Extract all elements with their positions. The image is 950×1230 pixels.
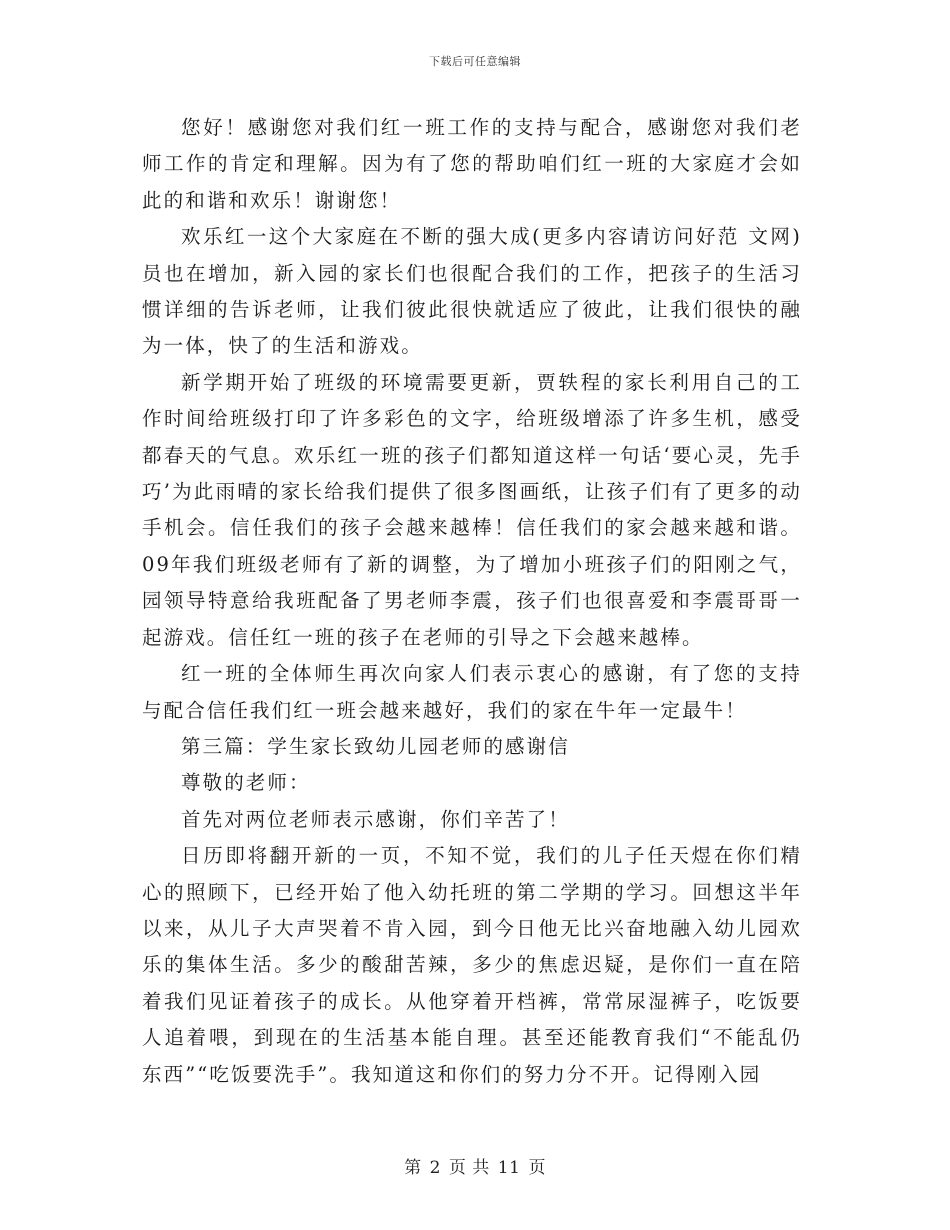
paragraph-calendar-reflection: 日历即将翻开新的一页，不知不觉，我们的儿子任天煜在你们精心的照顾下，已经开始了他入幼托班的第二学期的学习。回想这半年以来，从儿子大声哭着不肯入园，到今日他无比兴奋地融入幼儿园欢乐的集体生活。多少的酸甜苦辣，多少的焦虑迟疑，是你们一直在陪着我们见证着孩子的成长。从他穿着开档裤，常常尿湿裤子，吃饭要人追着喂，到现在的生活基本能自理。甚至还能教育我们“不能乱仍东西”“吃饭要洗手”。我知道这和你们的努力分不开。记得刚入园	[142, 844, 802, 1086]
paragraph-closing-thanks: 红一班的全体师生再次向家人们表示衷心的感谢，有了您的支持与配合信任我们红一班会越来越好，我们的家在牛年一定最牛！	[142, 662, 802, 722]
paragraph-new-semester: 新学期开始了班级的环境需要更新，贾轶程的家长利用自己的工作时间给班级打印了许多彩色的文字，给班级增添了许多生机，感受都春天的气息。欢乐红一班的孩子们都知道这样一句话‘要心灵，先手巧’为此雨晴的家长给我们提供了很多图画纸，让孩子们有了更多的动手机会。信任我们的孩子会越来越棒！信任我们的家会越来越和谐。09年我们班级老师有了新的调整，为了增加小班孩子们的阳刚之气，园领导特意给我班配备了男老师李震，孩子们也很喜爱和李震哥哥一起游戏。信任红一班的孩子在老师的引导之下会越来越棒。	[142, 370, 802, 649]
page-header-note: 下载后可任意编辑	[429, 55, 521, 68]
page-current: 2	[429, 1158, 441, 1178]
paragraph-class-family: 欢乐红一这个大家庭在不断的强大成(更多内容请访问好范 文网)员也在增加，新入园的家长们也很配合我们的工作，把孩子的生活习惯详细的告诉老师，让我们彼此很快就适应了彼此，让我们很快的融为一体，快了的生活和游戏。	[142, 225, 802, 358]
document-body	[142, 110, 802, 1093]
page-middle: 页 共	[448, 1158, 490, 1178]
page-number-footer	[0, 1153, 950, 1178]
section-heading-third-letter: 第三篇：学生家长致幼儿园老师的感谢信	[181, 734, 570, 758]
letter-salutation: 尊敬的老师：	[181, 771, 311, 795]
page-total: 11	[497, 1158, 521, 1178]
page-prefix: 第	[404, 1158, 422, 1178]
page-suffix: 页	[528, 1158, 546, 1178]
paragraph-greeting-thanks: 您好！感谢您对我们红一班工作的支持与配合，感谢您对我们老师工作的肯定和理解。因为有了您的帮助咱们红一班的大家庭才会如此的和谐和欢乐！谢谢您！	[142, 116, 802, 212]
paragraph-first-thanks: 首先对两位老师表示感谢，你们辛苦了！	[181, 807, 570, 831]
